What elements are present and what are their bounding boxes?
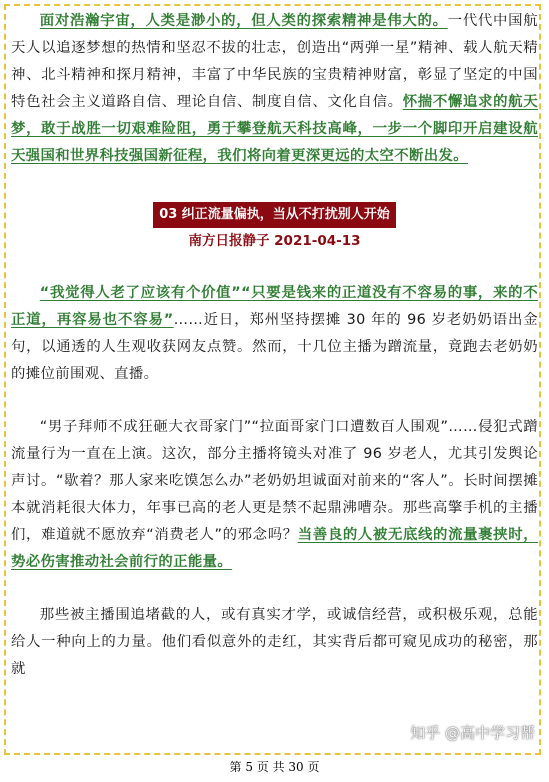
- paragraph-2-text: “男子拜师不成狂砸大衣哥家门”“拉面哥家门口遭数百人围观”……侵犯式蹭流量行为一直在上演。这次，部分主播将镜头对准了 96 岁老人，尤其引发舆论声讨。“歇着？那人家来吃馍怎么办”老奶奶坦诚面对前来的“客人”。长时间摆摊本就消耗很大体力，年事已高的老人更是禁不起鼎沸嘈杂。那些高擎手机的主播们，难道就不愿放弃“消费老人”的邪念吗？: [11, 419, 538, 543]
- intro-text: 一代代中国航天人以追逐梦想的热情和坚忍不拔的壮志，创造出“两弹一星”精神、载人航天精神、北斗精神和探月精神，丰富了中华民族的宝贵精神财富，彰显了坚定的中国特色社会主义道路自信、理论自信、制度自信、文化自信。: [11, 13, 538, 110]
- intro-highlight-2: 怀揣不懈追求的航天梦，敢于战胜一切艰难险阻，勇于攀登航天科技高峰，一步一个脚印开启建设航天强国和世界科技强国新征程，我们将向着更深更远的太空不断出发。: [11, 94, 538, 164]
- section-source: 南方日报静子 2021-04-13: [188, 233, 361, 249]
- body-paragraph-3: [11, 602, 538, 683]
- quote-highlight: “我觉得人老了应该有个价值”“只要是钱来的正道没有不容易的事，来的不正道，再容易也不容易”: [11, 285, 538, 328]
- intro-highlight-1: 面对浩瀚宇宙，人类是渺小的，但人类的探索精神是伟大的。: [39, 13, 448, 29]
- page-number: 第 5 页 共 30 页: [229, 760, 320, 774]
- paragraph-gap: [11, 576, 538, 602]
- paragraph-gap: [11, 388, 538, 414]
- zhihu-watermark: 知乎 @高中学习帮: [410, 724, 535, 742]
- paragraph-3-text: 那些被主播围追堵截的人，或有真实才学，或诚信经营，或积极乐观，总能给人一种向上的力量。他们看似意外的走红，其实背后都可窥见成功的秘密，那就: [11, 607, 538, 677]
- section-title: 03 纠正流量偏执，当从不打扰别人开始: [153, 202, 396, 228]
- body-paragraph-1: [11, 280, 538, 388]
- section-header: [11, 202, 538, 228]
- body-paragraph-2: [11, 414, 538, 576]
- paragraph-1-text: ……近日，郑州坚持摆摊 30 年的 96 岁老奶奶语出金句，以通透的人生观收获网友点赞。然而，十几位主播为蹭流量，竟跑去老奶奶的摊位前围观、直播。: [11, 312, 538, 382]
- document-body: [11, 8, 538, 683]
- intro-paragraph: [11, 8, 538, 170]
- conclusion-highlight: 当善良的人被无底线的流量裹挟时，势必伤害推动社会前行的正能量。: [11, 527, 538, 570]
